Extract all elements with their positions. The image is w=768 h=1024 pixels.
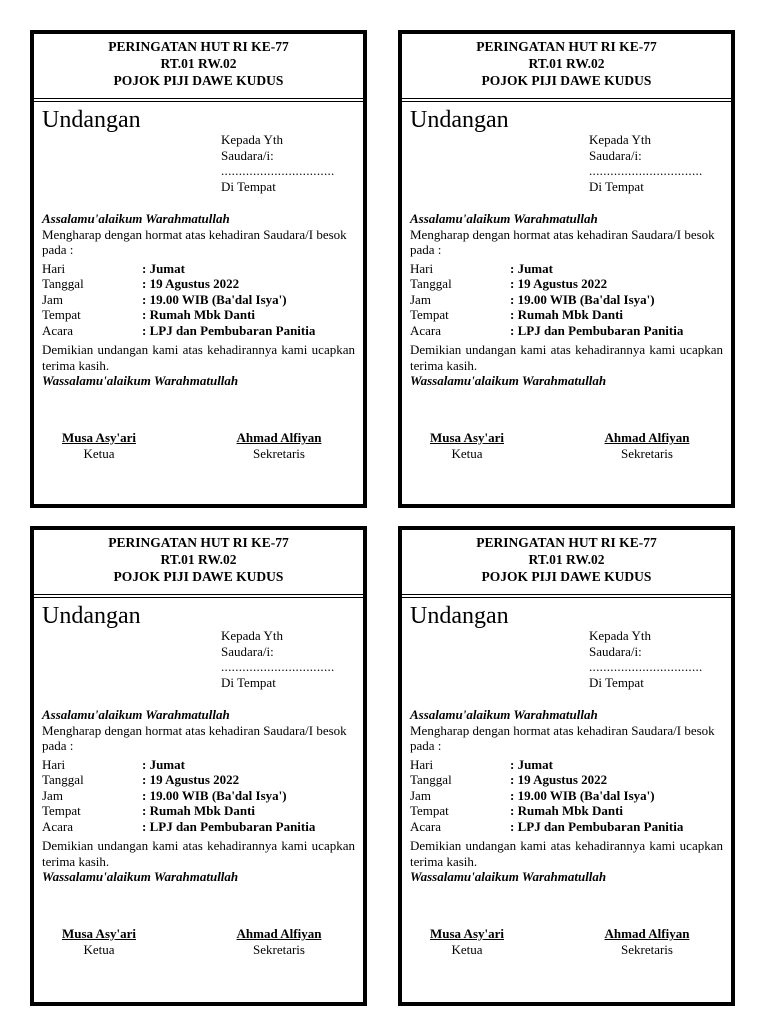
address-to: Kepada Yth [221,628,283,643]
invitation-body [410,211,723,389]
detail-value: : Jumat [510,756,553,772]
detail-value: : Jumat [142,260,185,276]
detail-value: : Rumah Mbk Danti [142,307,256,322]
address-block [221,628,335,690]
farewell: Wassalamu'alaikum Warahmatullah [410,373,607,388]
intro-text: Mengharap dengan hormat atas kehadiran Saudara/I besok pada : [410,226,715,257]
greeting: Assalamu'alaikum Warahmatullah [410,707,598,722]
card-header [402,38,731,89]
detail-row [410,819,723,835]
address-block [589,132,703,194]
card-header [402,534,731,585]
detail-value: : 19.00 WIB (Ba'dal Isya') [510,291,655,307]
detail-row [42,323,355,339]
greeting: Assalamu'alaikum Warahmatullah [42,211,230,226]
card-title: Undangan [410,107,509,133]
detail-row [42,292,355,308]
detail-row [410,803,723,819]
signature-name: Ahmad Alfiyan [236,430,322,445]
detail-row [42,261,355,277]
signature-secretary [582,430,712,462]
intro-text: Mengharap dengan hormat atas kehadiran Saudara/I besok pada : [42,226,347,257]
detail-label: Tempat [42,307,81,322]
header-divider [34,594,363,598]
invitation-body [410,707,723,885]
detail-value: : 19 Agustus 2022 [510,772,608,787]
details-table [42,261,355,339]
detail-label: Tanggal [42,772,84,787]
signature-name: Ahmad Alfiyan [236,926,322,941]
detail-row [410,276,723,292]
address-recipient: Saudara/i: [589,147,642,163]
invitation-card [30,526,367,1006]
header-line-1: PERINGATAN HUT RI KE-77 [476,535,657,550]
signature-secretary [214,926,344,958]
detail-row [410,788,723,804]
address-recipient: Saudara/i: [221,147,274,163]
signature-role: Sekretaris [621,942,673,957]
header-divider [402,594,731,598]
detail-label: Tempat [42,803,81,818]
detail-label: Jam [42,291,63,307]
card-title: Undangan [42,107,141,133]
detail-label: Jam [410,291,431,307]
farewell: Wassalamu'alaikum Warahmatullah [42,373,239,388]
card-header [34,534,363,585]
detail-label: Hari [42,756,66,772]
intro-text: Mengharap dengan hormat atas kehadiran Saudara/I besok pada : [42,722,347,753]
signature-name: Musa Asy'ari [61,926,137,941]
detail-row [410,772,723,788]
address-place: Di Tempat [221,178,276,194]
signature-name: Musa Asy'ari [429,430,505,445]
address-block [221,132,335,194]
header-line-3: POJOK PIJI DAWE KUDUS [113,569,284,584]
signature-role: Ketua [83,942,115,957]
signature-role: Ketua [451,446,483,461]
detail-value: : Rumah Mbk Danti [510,307,624,322]
detail-value: : Rumah Mbk Danti [142,803,256,818]
intro-text: Mengharap dengan hormat atas kehadiran Saudara/I besok pada : [410,722,715,753]
detail-label: Acara [42,818,74,834]
signature-role: Ketua [83,446,115,461]
detail-label: Tanggal [410,276,452,291]
detail-label: Hari [410,260,434,276]
detail-row [410,307,723,323]
detail-value: : Jumat [510,260,553,276]
header-line-2: RT.01 RW.02 [160,56,237,71]
card-title: Undangan [42,603,141,629]
address-dots: ................................ [589,659,703,674]
detail-value: : Rumah Mbk Danti [510,803,624,818]
detail-row [410,292,723,308]
detail-row [42,772,355,788]
detail-value: : LPJ dan Pembubaran Panitia [142,818,316,834]
farewell: Wassalamu'alaikum Warahmatullah [42,869,239,884]
detail-row [42,788,355,804]
detail-row [410,323,723,339]
details-table [410,757,723,835]
detail-row [42,276,355,292]
detail-row [410,757,723,773]
detail-value: : 19.00 WIB (Ba'dal Isya') [142,787,287,803]
address-dots: ................................ [221,163,335,178]
detail-value: : 19.00 WIB (Ba'dal Isya') [510,787,655,803]
detail-value: : 19 Agustus 2022 [510,276,608,291]
signature-chairman [34,430,164,462]
invitation-card [398,526,735,1006]
signature-chairman [34,926,164,958]
detail-value: : LPJ dan Pembubaran Panitia [510,322,684,338]
detail-label: Tempat [410,803,449,818]
closing-text: Demikian undangan kami atas kehadirannya kami ucapkan terima kasih. [410,342,723,373]
card-title: Undangan [410,603,509,629]
header-line-2: RT.01 RW.02 [528,56,605,71]
detail-label: Tanggal [42,276,84,291]
closing-text: Demikian undangan kami atas kehadirannya kami ucapkan terima kasih. [42,838,355,869]
signature-name: Ahmad Alfiyan [604,926,690,941]
signature-chairman [402,430,532,462]
card-header [34,38,363,89]
header-line-1: PERINGATAN HUT RI KE-77 [476,39,657,54]
signature-role: Sekretaris [621,446,673,461]
address-block [589,628,703,690]
detail-value: : 19 Agustus 2022 [142,772,240,787]
closing-text: Demikian undangan kami atas kehadirannya kami ucapkan terima kasih. [42,342,355,373]
details-table [410,261,723,339]
header-line-3: POJOK PIJI DAWE KUDUS [113,73,284,88]
signature-secretary [582,926,712,958]
header-divider [402,98,731,102]
detail-label: Tanggal [410,772,452,787]
detail-label: Jam [410,787,431,803]
signature-name: Musa Asy'ari [429,926,505,941]
header-line-2: RT.01 RW.02 [160,552,237,567]
address-place: Di Tempat [589,178,644,194]
detail-value: : 19.00 WIB (Ba'dal Isya') [142,291,287,307]
signature-secretary [214,430,344,462]
signature-name: Ahmad Alfiyan [604,430,690,445]
address-to: Kepada Yth [589,628,651,643]
address-recipient: Saudara/i: [589,643,642,659]
detail-label: Jam [42,787,63,803]
header-line-1: PERINGATAN HUT RI KE-77 [108,535,289,550]
detail-row [42,803,355,819]
details-table [42,757,355,835]
signature-chairman [402,926,532,958]
signature-role: Sekretaris [253,942,305,957]
address-to: Kepada Yth [221,132,283,147]
signature-name: Musa Asy'ari [61,430,137,445]
address-recipient: Saudara/i: [221,643,274,659]
detail-label: Hari [42,260,66,276]
header-line-3: POJOK PIJI DAWE KUDUS [481,569,652,584]
invitation-card [398,30,735,508]
address-dots: ................................ [221,659,335,674]
header-line-2: RT.01 RW.02 [528,552,605,567]
detail-row [42,819,355,835]
address-place: Di Tempat [221,674,276,690]
detail-value: : 19 Agustus 2022 [142,276,240,291]
greeting: Assalamu'alaikum Warahmatullah [42,707,230,722]
address-dots: ................................ [589,163,703,178]
detail-row [42,757,355,773]
detail-value: : LPJ dan Pembubaran Panitia [510,818,684,834]
detail-label: Hari [410,756,434,772]
detail-label: Tempat [410,307,449,322]
header-divider [34,98,363,102]
address-place: Di Tempat [589,674,644,690]
header-line-3: POJOK PIJI DAWE KUDUS [481,73,652,88]
header-line-1: PERINGATAN HUT RI KE-77 [108,39,289,54]
address-to: Kepada Yth [589,132,651,147]
greeting: Assalamu'alaikum Warahmatullah [410,211,598,226]
detail-label: Acara [410,818,442,834]
closing-text: Demikian undangan kami atas kehadirannya kami ucapkan terima kasih. [410,838,723,869]
detail-row [42,307,355,323]
detail-value: : LPJ dan Pembubaran Panitia [142,322,316,338]
detail-value: : Jumat [142,756,185,772]
farewell: Wassalamu'alaikum Warahmatullah [410,869,607,884]
detail-row [410,261,723,277]
detail-label: Acara [410,322,442,338]
detail-label: Acara [42,322,74,338]
signature-role: Sekretaris [253,446,305,461]
signature-role: Ketua [451,942,483,957]
invitation-body [42,211,355,389]
invitation-card [30,30,367,508]
invitation-body [42,707,355,885]
